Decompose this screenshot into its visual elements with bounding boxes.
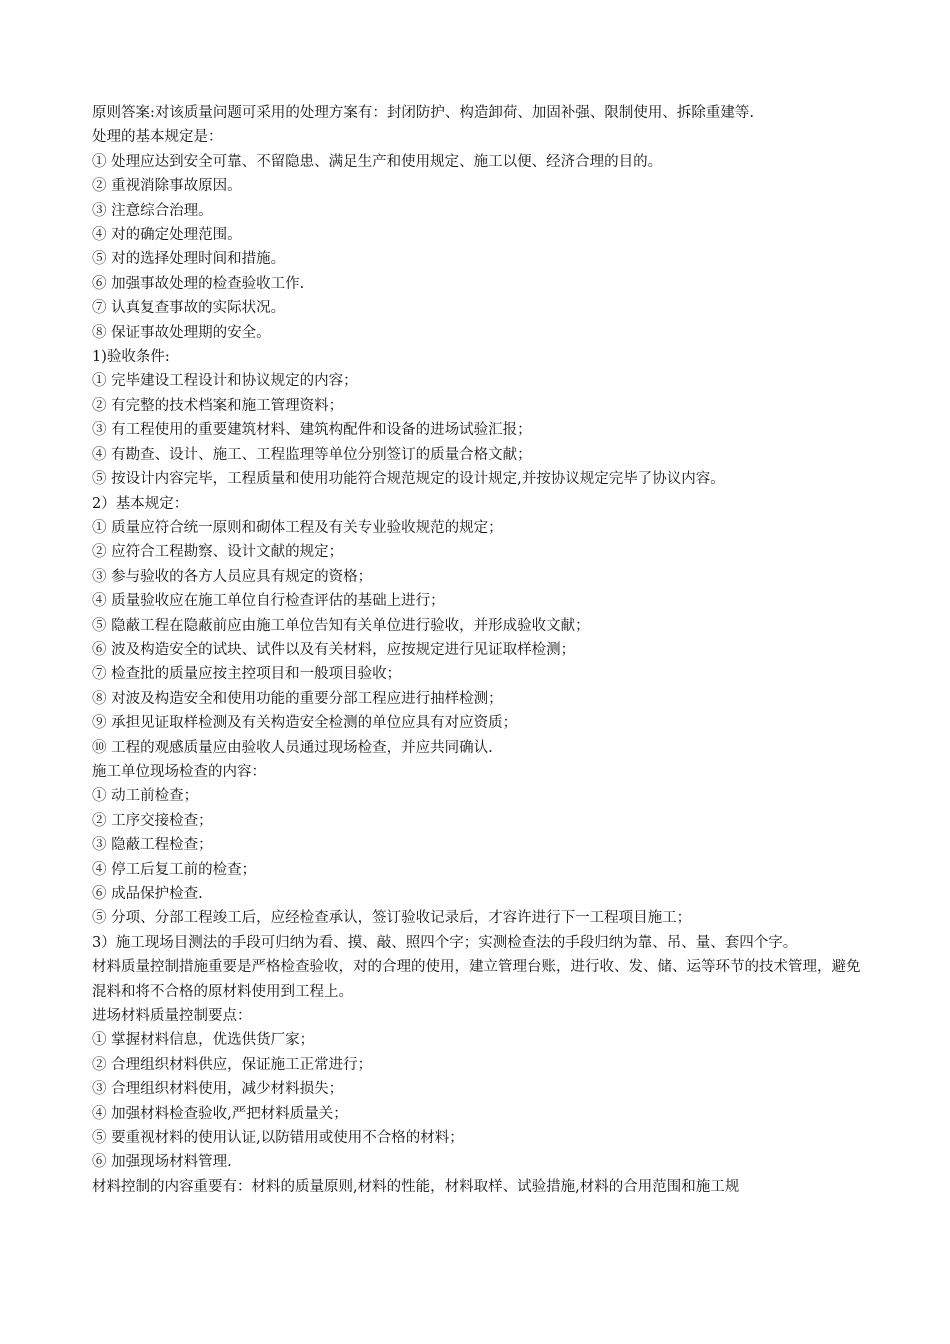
- list-item: ④ 停工后复工前的检查；: [92, 861, 257, 878]
- list-item: ⑧ 保证事故处理期的安全。: [92, 324, 271, 341]
- paragraph-material-control: 材料质量控制措施重要是严格检查验收，对的合理的使用，建立管理台账，进行收、发、储、运等环节的技术管理，避免混料和将不合格的原材料使用到工程上。: [92, 959, 861, 1000]
- list-item: ⑤ 要重视材料的使用认证,以防错用或使用不合格的材料；: [92, 1130, 464, 1147]
- list-item: ① 掌握材料信息，优选供货厂家；: [92, 1032, 315, 1049]
- heading-handling-rules: 处理的基本规定是：: [92, 129, 223, 146]
- list-item: ⑤ 按设计内容完毕，工程质量和使用功能符合规范规定的设计规定,并按协议规定完毕了协议内容。: [92, 471, 725, 488]
- list-item: ③ 有工程使用的重要建筑材料、建筑构配件和设备的进场试验汇报；: [92, 422, 532, 439]
- list-item: ④ 有勘查、设计、施工、工程监理等单位分别签订的质量合格文献；: [92, 446, 532, 463]
- paragraph-material-control-content: 材料控制的内容重要有：材料的质量原则,材料的性能，材料取样、试验措施,材料的合用范围和施工规: [92, 1178, 740, 1195]
- list-item: ① 处理应达到安全可靠、不留隐患、满足生产和使用规定、施工以便、经济合理的目的。: [92, 153, 663, 170]
- list-item: ⑦ 检查批的质量应按主控项目和一般项目验收；: [92, 666, 402, 683]
- list-item: ② 合理组织材料供应，保证施工正常进行；: [92, 1056, 373, 1073]
- list-item: ② 应符合工程勘察、设计文献的规定；: [92, 544, 344, 561]
- list-item: ④ 对的确定处理范围。: [92, 227, 242, 244]
- list-item: ⑩ 工程的观感质量应由验收人员通过现场检查，并应共同确认.: [92, 739, 493, 756]
- list-item: ① 质量应符合统一原则和砌体工程及有关专业验收规范的规定；: [92, 519, 503, 536]
- list-item: ⑦ 认真复查事故的实际状况。: [92, 300, 286, 317]
- list-item: ⑥ 波及构造安全的试块、试件以及有关材料，应按规定进行见证取样检测；: [92, 641, 576, 658]
- heading-material-control-points: 进场材料质量控制要点：: [92, 1008, 252, 1025]
- list-item: ② 工序交接检查；: [92, 812, 213, 829]
- list-item: ⑤ 对的选择处理时间和措施。: [92, 251, 286, 268]
- list-item: ⑤ 分项、分部工程竣工后，应经检查承认，签订验收记录后，才容许进行下一工程项目施工；: [92, 910, 692, 927]
- list-item: ⑨ 承担见证取样检测及有关构造安全检测的单位应具有对应资质；: [92, 715, 518, 732]
- heading-basic-rules: 2）基本规定：: [92, 495, 189, 512]
- list-item: ④ 质量验收应在施工单位自行检查评估的基础上进行；: [92, 593, 445, 610]
- list-item: ① 完毕建设工程设计和协议规定的内容；: [92, 373, 358, 390]
- list-item: ② 重视消除事故原因。: [92, 178, 242, 195]
- heading-acceptance-conditions: 1)验收条件:: [92, 349, 170, 366]
- list-item: ⑥ 加强事故处理的检查验收工作.: [92, 275, 305, 292]
- list-item: ⑧ 对波及构造安全和使用功能的重要分部工程应进行抽样检测；: [92, 690, 503, 707]
- list-item: ⑥ 加强现场材料管理.: [92, 1154, 232, 1171]
- paragraph-visual-inspection: 3）施工现场目测法的手段可归纳为看、摸、敲、照四个字；实测检查法的手段归纳为靠、吊、量、套四个字。: [92, 934, 798, 951]
- paragraph-principle-answer: 原则答案:对该质量问题可采用的处理方案有：封闭防护、构造卸荷、加固补强、限制使用、拆除重建等.: [92, 105, 754, 121]
- list-item: ④ 加强材料检查验收,严把材料质量关；: [92, 1105, 348, 1122]
- heading-site-inspection: 施工单位现场检查的内容：: [92, 763, 266, 780]
- list-item: ③ 合理组织材料使用，减少材料损失；: [92, 1081, 344, 1098]
- list-item: ③ 隐蔽工程检查；: [92, 837, 213, 854]
- document-body: [92, 101, 862, 1199]
- list-item: ③ 注意综合治理。: [92, 202, 213, 219]
- list-item: ⑥ 成品保护检查.: [92, 886, 203, 902]
- list-item: ⑤ 隐蔽工程在隐蔽前应由施工单位告知有关单位进行验收，并形成验收文献；: [92, 617, 590, 634]
- list-item: ③ 参与验收的各方人员应具有规定的资格；: [92, 568, 373, 585]
- list-item: ① 动工前检查；: [92, 788, 199, 805]
- list-item: ② 有完整的技术档案和施工管理资料；: [92, 397, 344, 414]
